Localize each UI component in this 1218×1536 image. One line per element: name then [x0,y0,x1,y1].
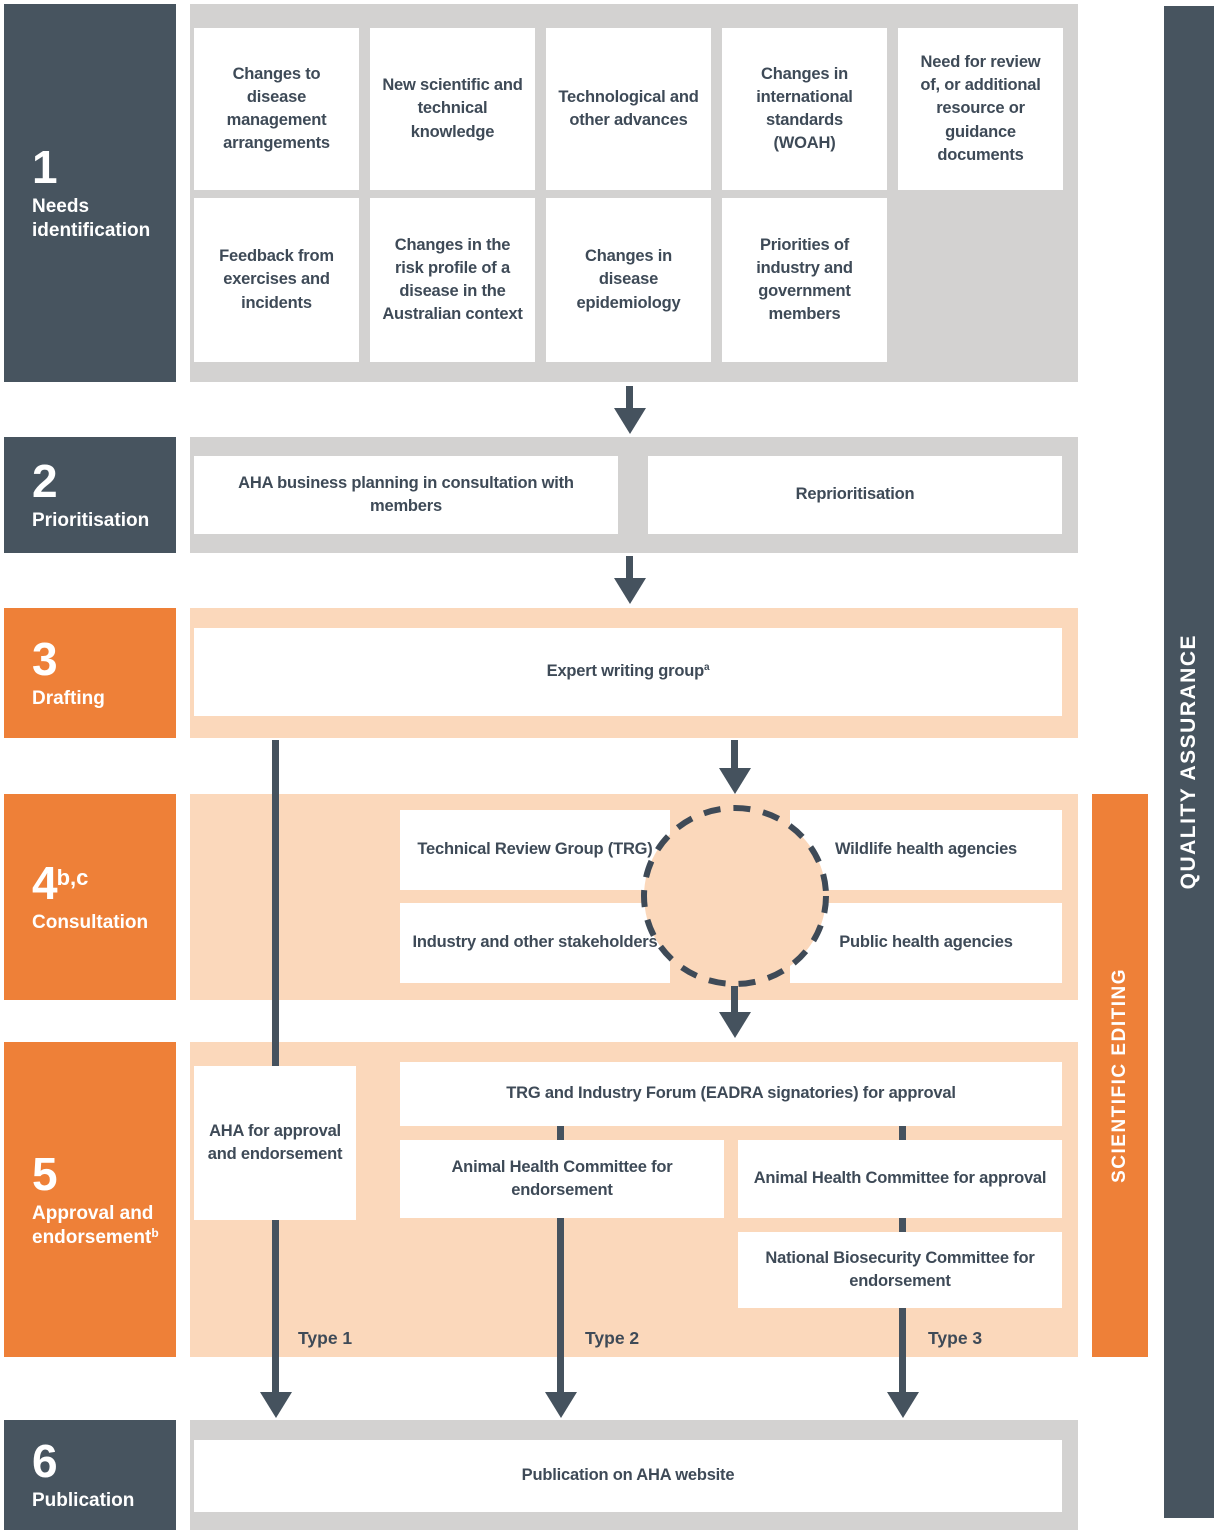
needs-box-disease-management: Changes to disease management arrangements [194,28,359,190]
type-1-label: Type 1 [298,1328,353,1348]
consultation-dashed-circle-icon [638,802,832,990]
arrow-4-5-head-icon [719,1012,751,1038]
needs-box-review-need: Need for review of, or additional resource or guidance documents [898,28,1063,190]
arrow-4-5-stem [731,986,738,1014]
stage-2-title: Prioritisation [32,510,150,532]
arrow-1-2-head-icon [614,408,646,434]
stage-4-number: 4$^{b,c}$ [32,856,89,909]
stage-3-title: Drafting [32,688,105,710]
drafting-box-expert-writing-group: Expert writing group$^a$ [194,628,1062,716]
stage-6-title: Publication [32,1490,135,1512]
stage-6-label [4,1420,176,1530]
publication-box-aha-website: Publication on AHA website [194,1440,1062,1512]
quality-assurance-bar [1164,6,1214,1518]
stage-2-label [4,437,176,553]
scientific-editing-bar-label: SCIENTIFIC EDITING [1109,968,1130,1183]
arrow-3-4-stem [731,740,738,770]
needs-box-technological-advances: Technological and other advances [546,28,711,190]
quality-assurance-bar-label: QUALITY ASSURANCE [1177,634,1200,890]
needs-box-scientific-knowledge: New scientific and technical knowledge [370,28,535,190]
stage-4-title: Consultation [32,912,149,934]
type-3-arrowhead-icon [887,1392,919,1418]
approval-box-trg-industry-forum: TRG and Industry Forum (EADRA signatories) for approval [400,1062,1062,1126]
consultation-box-industry-stakeholders: Industry and other stakeholders [400,903,670,983]
needs-box-feedback: Feedback from exercises and incidents [194,198,359,362]
arrow-1-2-stem [626,386,633,410]
expert-writing-group-superscript: a [703,662,710,674]
stage-3-number: 3 [32,632,57,685]
scientific-editing-bar [1092,794,1148,1357]
arrow-3-4-head-icon [719,768,751,794]
stage-2-number: 2 [32,454,57,507]
approval-box-aha: AHA for approval and endorsement [194,1066,356,1220]
stage-1-label [4,4,176,382]
stage-6-number: 6 [32,1434,57,1487]
arrow-2-3-stem [626,556,633,580]
type-2-arrowhead-icon [545,1392,577,1418]
approval-box-nbc-endorsement: National Biosecurity Committee for endorsement [738,1232,1062,1308]
consultation-box-wildlife-health: Wildlife health agencies [790,810,1062,890]
stage-3-label [4,608,176,738]
type-2-label: Type 2 [585,1328,640,1348]
stage-1-number: 1 [32,141,57,194]
stage-5-title: Approval and endorsement$^b$ [32,1202,159,1248]
needs-box-member-priorities: Priorities of industry and government members [722,198,887,362]
type-1-arrowhead-icon [260,1392,292,1418]
stage-5-number: 5 [32,1147,57,1200]
approval-box-ahc-endorsement: Animal Health Committee for endorsement [400,1140,724,1218]
type-3-label: Type 3 [928,1328,983,1348]
stage-5-label [4,1042,176,1357]
stage-4-number-superscript: b,c [56,864,89,890]
needs-box-risk-profile: Changes in the risk profile of a disease in the Australian context [370,198,535,362]
consultation-box-trg: Technical Review Group (TRG) [400,810,670,890]
stage-1-title: Needs identification [32,196,151,242]
approval-box-ahc-approval: Animal Health Committee for approval [738,1140,1062,1218]
arrow-2-3-head-icon [614,578,646,604]
stage-4-label [4,794,176,1000]
needs-box-international-standards: Changes in international standards (WOAH) [722,28,887,190]
prioritisation-box-business-planning: AHA business planning in consultation with members [194,456,618,534]
prioritisation-box-reprioritisation: Reprioritisation [648,456,1062,534]
stage-5-title-superscript: b [151,1225,159,1240]
consultation-box-public-health: Public health agencies [790,903,1062,983]
needs-box-epidemiology: Changes in disease epidemiology [546,198,711,362]
